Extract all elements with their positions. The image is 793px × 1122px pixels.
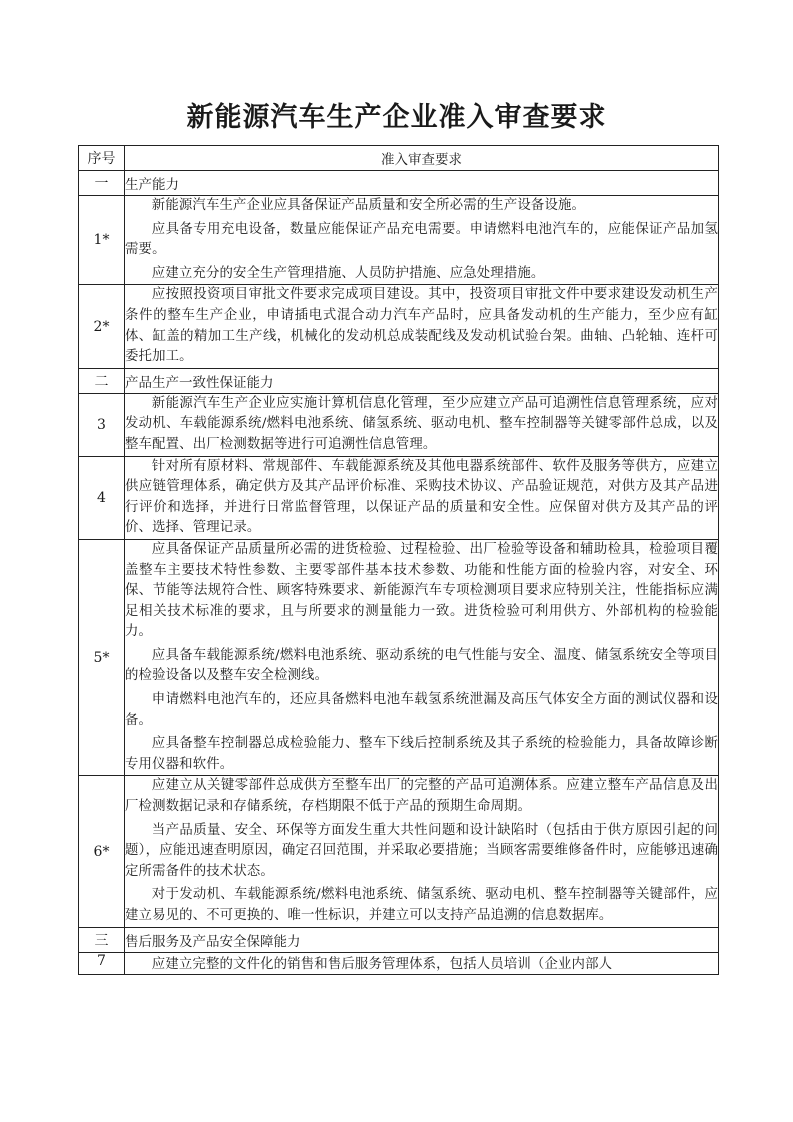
requirement-text	[125, 393, 719, 456]
section-no: 二	[79, 368, 125, 393]
paragraph: 针对所有原材料、常规部件、车载能源系统及其他电器系统部件、软件及服务等供方，应建立供应链管理体系，确定供方及其产品评价标准、采购技术协议、产品验证规范，对供方及其产品进行评价和选择，并进行日常监督管理，以保证产品的质量和安全性。应保留对供方及其产品的评价、选择、管理记录。	[125, 458, 718, 536]
row-no: 4	[79, 456, 125, 539]
header-requirement: 准入审查要求	[125, 146, 719, 171]
requirement-text	[125, 539, 719, 776]
row-no: 6*	[79, 776, 125, 927]
row-no: 2*	[79, 285, 125, 368]
requirements-table	[78, 145, 719, 975]
table-row	[79, 393, 719, 456]
paragraph: 对于发动机、车载能源系统/燃料电池系统、储氢系统、驱动电机、整车控制器等关键部件，应建立易见的、不可更换的、唯一性标识，并建立可以支持产品追溯的信息数据库。	[125, 887, 718, 923]
clipped-text	[125, 955, 718, 974]
paragraph: 新能源汽车生产企业应实施计算机信息化管理，至少应建立产品可追溯性信息管理系统，应对发动机、车载能源系统/燃料电池系统、储氢系统、驱动电机、整车控制器等关键零部件总成，以及整车配置、出厂检测数据等进行可追溯性信息管理。	[125, 395, 718, 452]
row-no: 5*	[79, 539, 125, 776]
requirement-text	[125, 776, 719, 927]
table-header-row	[79, 146, 719, 171]
section-no: 三	[79, 927, 125, 952]
row-no: 7	[79, 952, 125, 974]
paragraph: 应按照投资项目审批文件要求完成项目建设。其中，投资项目审批文件中要求建设发动机生产条件的整车生产企业，申请插电式混合动力汽车产品时，应具备发动机的生产能力，至少应有缸体、缸盖的精加工生产线，机械化的发动机总成装配线及发动机试验台架。曲轴、凸轮轴、连杆可委托加工。	[125, 287, 718, 365]
table-row	[79, 952, 719, 974]
table-row	[79, 196, 719, 285]
section-label: 产品生产一致性保证能力	[125, 368, 719, 393]
section-label: 生产能力	[125, 171, 719, 196]
requirement-text	[125, 952, 719, 974]
paragraph: 应建立充分的安全生产管理措施、人员防护措施、应急处理措施。	[151, 265, 545, 281]
requirement-text	[125, 285, 719, 368]
page-title: 新能源汽车生产企业准入审查要求	[186, 102, 607, 133]
section-no: 一	[79, 171, 125, 196]
table-row	[79, 776, 719, 927]
section-row	[79, 927, 719, 952]
paragraph: 当产品质量、安全、环保等方面发生重大共性问题和设计缺陷时（包括由于供方原因引起的问题），应能迅速查明原因，确定召回范围，并采取必要措施；当顾客需要维修备件时，应能够迅速确定所需备件的技术状态。	[125, 822, 718, 879]
table-row	[79, 539, 719, 776]
row-no: 1*	[79, 196, 125, 285]
paragraph: 应具备整车控制器总成检验能力、整车下线后控制系统及其子系统的检验能力，具备故障诊断专用仪器和软件。	[125, 736, 718, 772]
header-no: 序号	[79, 146, 125, 171]
paragraph: 应具备车载能源系统/燃料电池系统、驱动系统的电气性能与安全、温度、储氢系统安全等项目的检验设备以及整车安全检测线。	[125, 647, 718, 684]
section-row	[79, 368, 719, 393]
requirement-text	[125, 456, 719, 539]
section-row	[79, 171, 719, 196]
paragraph: 应建立完整的文件化的销售和售后服务管理体系，包括人员培训（企业内部人	[151, 956, 613, 972]
paragraph: 新能源汽车生产企业应具备保证产品质量和安全所必需的生产设备设施。	[151, 198, 586, 213]
section-label: 售后服务及产品安全保障能力	[125, 927, 719, 952]
paragraph: 应建立从关键零部件总成供方至整车出厂的完整的产品可追溯体系。应建立整车产品信息及出厂检测数据记录和存储系统，存档期限不低于产品的预期生命周期。	[125, 778, 718, 815]
table-row	[79, 456, 719, 539]
table-row	[79, 285, 719, 368]
row-no: 3	[79, 393, 125, 456]
requirement-text	[125, 196, 719, 285]
paragraph: 申请燃料电池汽车的，还应具备燃料电池车载氢系统泄漏及高压气体安全方面的测试仪器和设备。	[125, 692, 718, 728]
paragraph: 应具备专用充电设备，数量应能保证产品充电需要。申请燃料电池汽车的，应能保证产品加氢需要。	[125, 221, 718, 258]
paragraph: 应具备保证产品质量所必需的进货检验、过程检验、出厂检验等设备和辅助检具，检验项目覆盖整车主要技术特性参数、主要零部件基本技术参数、功能和性能方面的检验内容，对安全、环保、节能等法规符合性、顾客特殊要求、新能源汽车专项检测项目要求应特别关注，性能指标应满足相关技术标准的要求，且与所要求的测量能力一致。进货检验可利用供方、外部机构的检验能力。	[125, 541, 718, 640]
